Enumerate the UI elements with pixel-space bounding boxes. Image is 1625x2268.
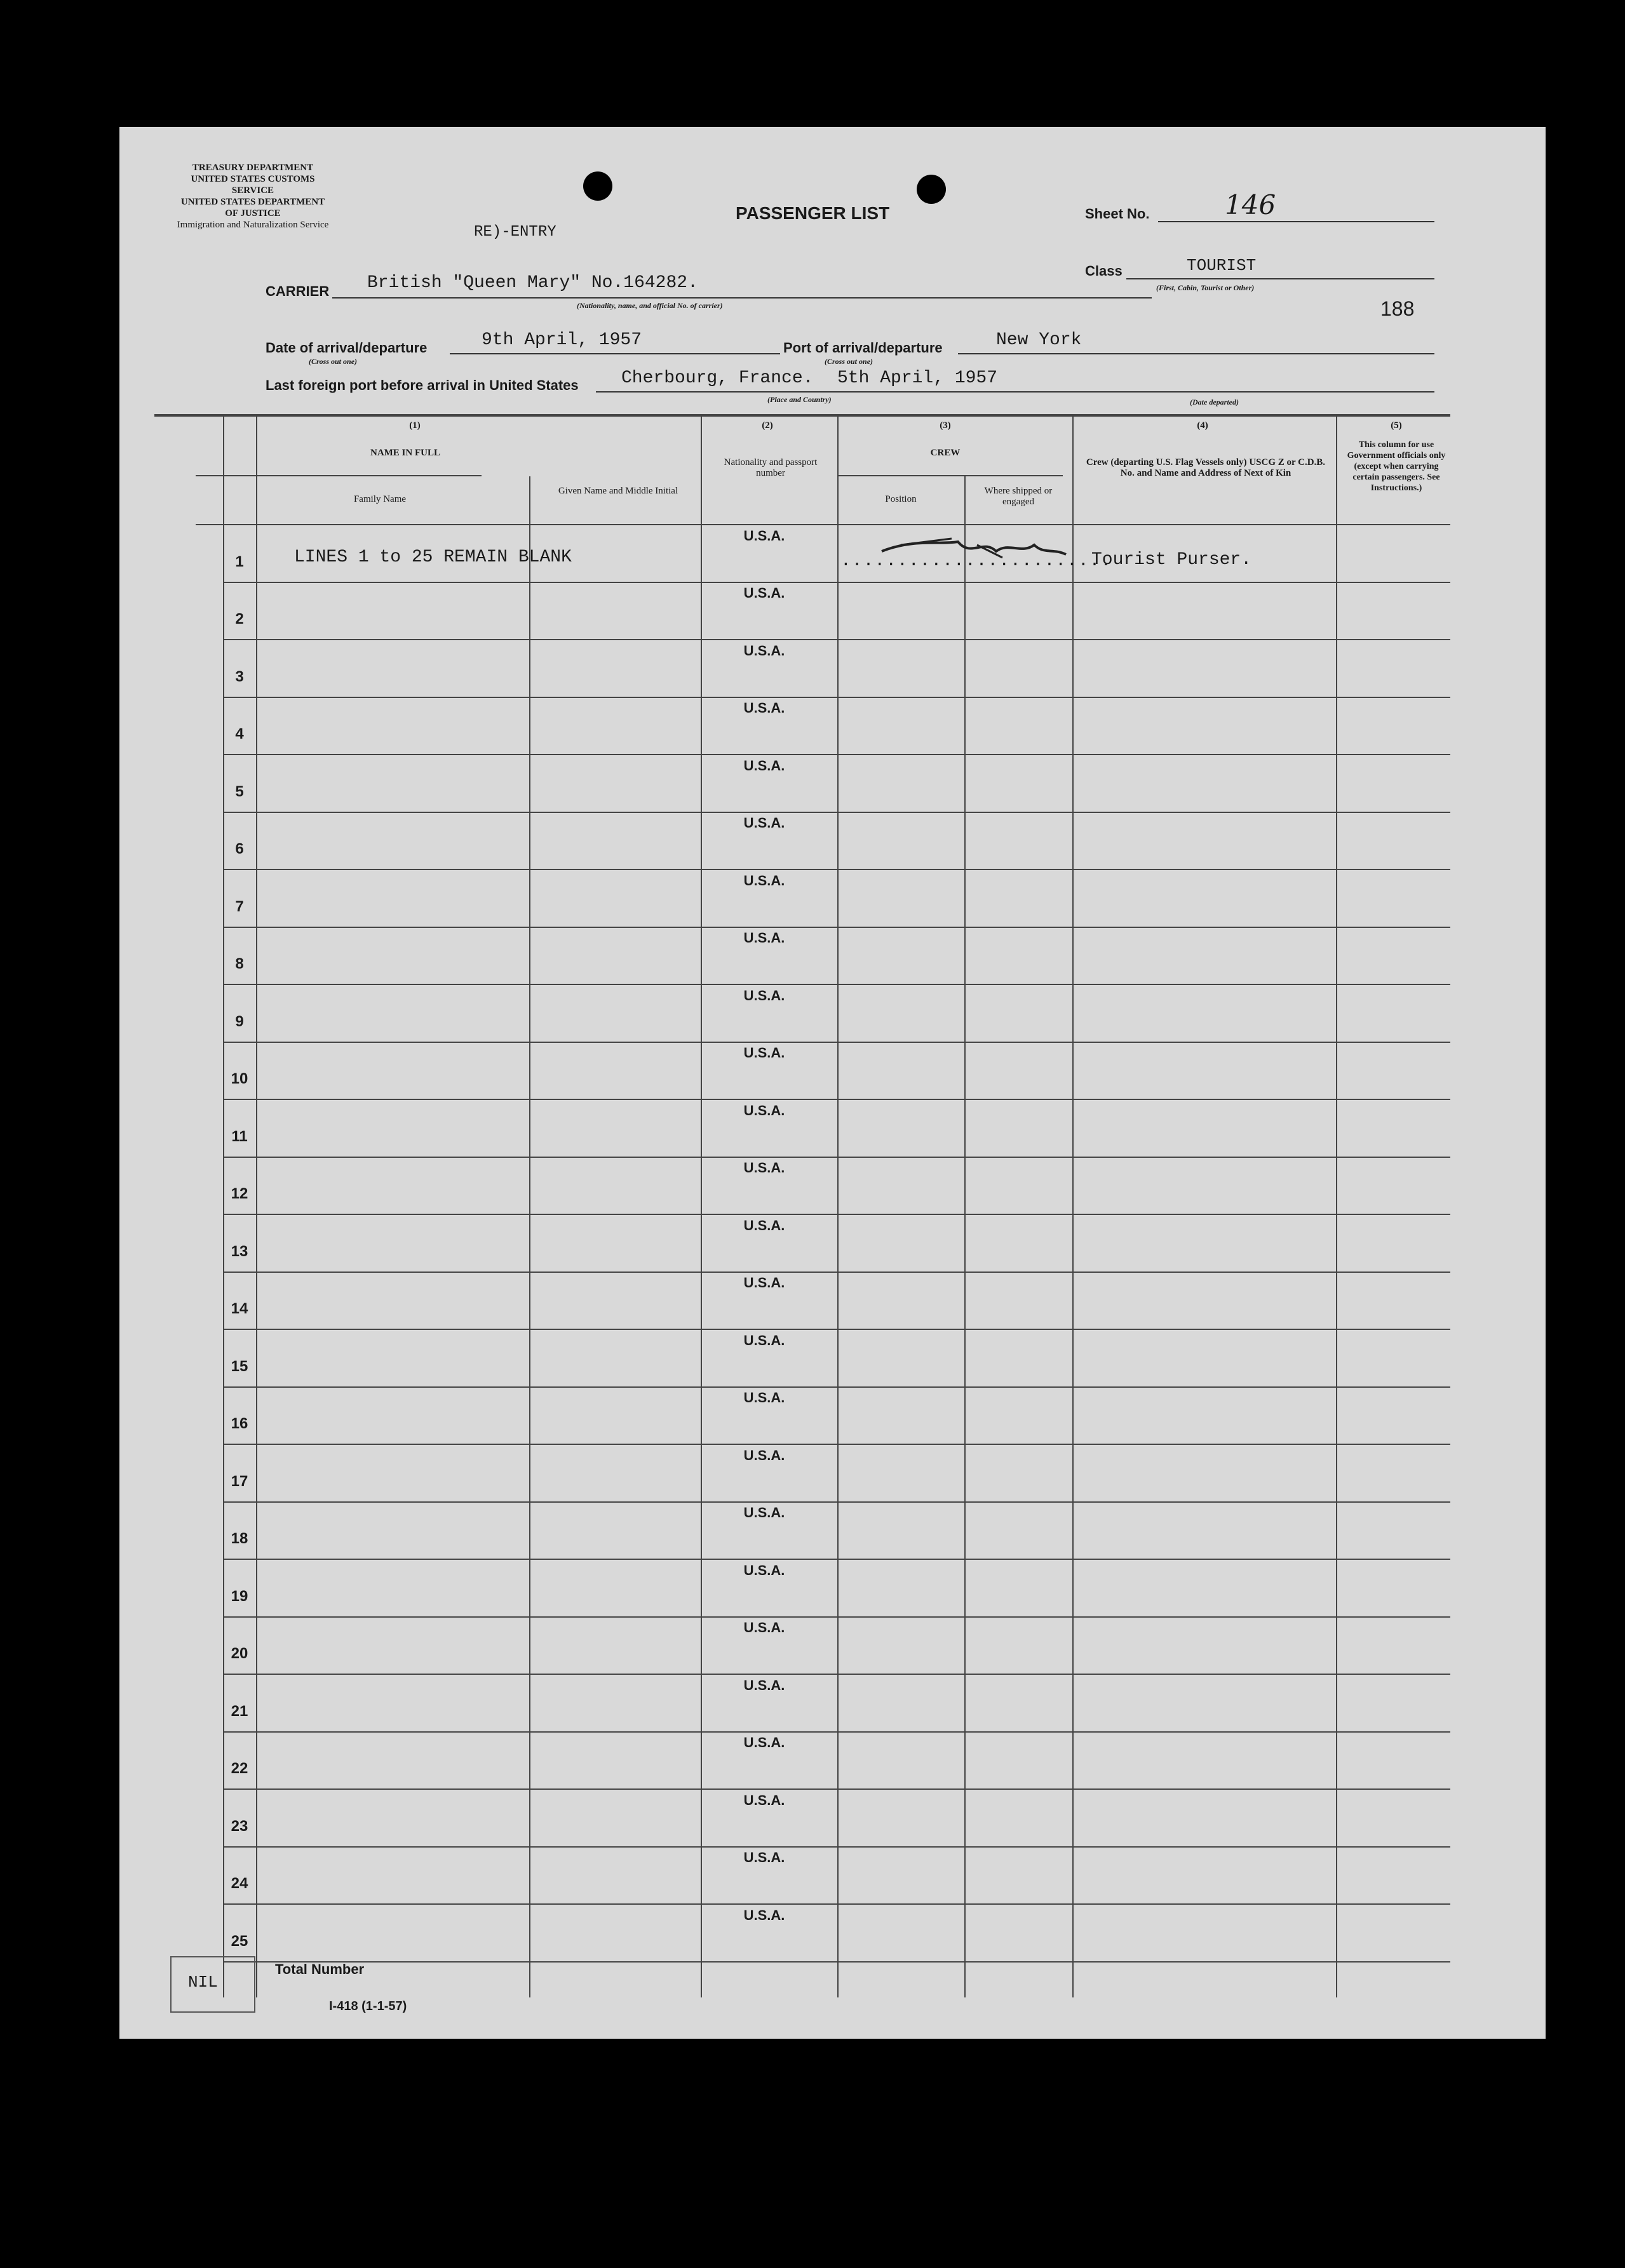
row-rule xyxy=(223,1214,1450,1215)
nationality-cell: U.S.A. xyxy=(743,585,785,601)
row1-remain-blank-text: LINES 1 to 25 REMAIN BLANK xyxy=(294,547,572,567)
header-bottom-rule xyxy=(196,524,1450,525)
gov-header: This column for use Government officials only (except when carrying certain passengers. See Instructions.) xyxy=(1347,440,1446,493)
signature-scribble-icon xyxy=(875,526,1079,570)
crew-kin-header: Crew (departing U.S. Flag Vessels only) USCG Z or C.D.B. No. and Name and Address of Next of Kin xyxy=(1086,457,1326,478)
row-number: 1 xyxy=(235,553,244,570)
row-number: 18 xyxy=(231,1530,248,1547)
row-number: 16 xyxy=(231,1415,248,1432)
row-rule xyxy=(223,984,1450,985)
lastport-label: Last foreign port before arrival in United States xyxy=(266,377,579,393)
date-value: 9th April, 1957 xyxy=(482,330,642,350)
class-value: TOURIST xyxy=(1187,256,1257,275)
sheet-underline xyxy=(1158,221,1434,222)
row-number: 9 xyxy=(235,1013,244,1030)
table-top-rule xyxy=(154,414,1450,417)
row-rule xyxy=(223,1788,1450,1790)
class-label: Class xyxy=(1085,263,1123,279)
nationality-cell: U.S.A. xyxy=(743,1103,785,1118)
nationality-cell: U.S.A. xyxy=(743,873,785,889)
given-col-rule xyxy=(529,476,530,1997)
row-rule xyxy=(223,1042,1450,1043)
row-number: 24 xyxy=(231,1875,248,1892)
row-number: 15 xyxy=(231,1358,248,1375)
agency-line: UNITED STATES CUSTOMS SERVICE xyxy=(191,174,315,196)
nationality-cell: U.S.A. xyxy=(743,643,785,659)
class-hint: (First, Cabin, Tourist or Other) xyxy=(1156,283,1255,292)
shipped-col-rule xyxy=(964,476,966,1997)
nationality-cell: U.S.A. xyxy=(743,1390,785,1406)
rownum-col-rule xyxy=(223,416,224,1997)
departed-value: 5th April, 1957 xyxy=(837,368,998,388)
punch-hole-left xyxy=(583,171,612,201)
row-number: 17 xyxy=(231,1473,248,1490)
kin-col-rule xyxy=(1072,416,1074,1997)
row-number: 21 xyxy=(231,1703,248,1720)
col-5-num: (5) xyxy=(1391,420,1402,431)
row-rule xyxy=(223,582,1450,583)
port-value: New York xyxy=(996,330,1082,350)
nationality-cell: U.S.A. xyxy=(743,1562,785,1578)
row-rule xyxy=(223,1674,1450,1675)
nationality-cell: U.S.A. xyxy=(743,1045,785,1061)
sheet-number: 146 xyxy=(1225,189,1276,220)
crew-sub-rule xyxy=(837,475,1063,476)
row-number: 19 xyxy=(231,1588,248,1605)
passenger-list-sheet xyxy=(119,127,1546,2039)
nationality-cell: U.S.A. xyxy=(743,1160,785,1176)
crew-header: CREW xyxy=(930,448,961,458)
row-number: 11 xyxy=(231,1128,248,1145)
row-number: 2 xyxy=(235,610,244,627)
row-number: 10 xyxy=(231,1070,248,1087)
port-label: Port of arrival/departure xyxy=(783,340,943,356)
family-col-rule xyxy=(256,416,257,1997)
row-number: 3 xyxy=(235,668,244,685)
port-hint: (Cross out one) xyxy=(825,357,873,366)
carrier-hint: (Nationality, name, and official No. of carrier) xyxy=(577,301,723,310)
nationality-cell: U.S.A. xyxy=(743,815,785,831)
nationality-header: Nationality and passport number xyxy=(724,457,818,478)
row-number: 20 xyxy=(231,1645,248,1662)
nationality-cell: U.S.A. xyxy=(743,930,785,946)
row-number: 23 xyxy=(231,1818,248,1835)
nil-text: NIL xyxy=(188,1973,218,1992)
agency-line: UNITED STATES DEPARTMENT OF JUSTICE xyxy=(180,197,325,218)
nationality-cell: U.S.A. xyxy=(743,700,785,716)
date-underline xyxy=(450,353,780,354)
row-rule xyxy=(223,869,1450,870)
nationality-col-rule xyxy=(701,416,702,1997)
nationality-cell: U.S.A. xyxy=(743,1792,785,1808)
nationality-cell: U.S.A. xyxy=(743,1735,785,1750)
nationality-cell: U.S.A. xyxy=(743,1447,785,1463)
row-rule xyxy=(223,639,1450,640)
row1-crew-value: Tourist Purser. xyxy=(1091,550,1252,570)
row-rule xyxy=(223,1616,1450,1618)
row-rule xyxy=(223,1386,1450,1388)
carrier-value: British "Queen Mary" No.164282. xyxy=(367,273,698,293)
row-rule xyxy=(223,1099,1450,1100)
row-rule xyxy=(223,1444,1450,1445)
row-number: 5 xyxy=(235,783,244,800)
nationality-cell: U.S.A. xyxy=(743,1505,785,1520)
name-in-full-header: NAME IN FULL xyxy=(370,448,440,458)
crew-col-rule xyxy=(837,416,839,1997)
lastport-value: Cherbourg, France. xyxy=(621,368,814,388)
col-3-num: (3) xyxy=(940,420,951,431)
nationality-cell: U.S.A. xyxy=(743,1218,785,1233)
nationality-cell: U.S.A. xyxy=(743,1620,785,1635)
given-name-header: Given Name and Middle Initial xyxy=(558,486,678,496)
lastport-underline xyxy=(596,391,1434,393)
position-header: Position xyxy=(885,494,917,504)
row-rule xyxy=(223,812,1450,813)
col-1-num: (1) xyxy=(409,420,421,431)
gov-col-rule xyxy=(1336,416,1337,1997)
row-rule xyxy=(223,1157,1450,1158)
stamp-number: 188 xyxy=(1380,297,1415,320)
agency-block xyxy=(177,162,329,231)
row-rule xyxy=(223,1731,1450,1733)
agency-line: TREASURY DEPARTMENT xyxy=(192,163,314,173)
punch-hole-right xyxy=(917,175,946,204)
row-rule xyxy=(223,1961,1450,1963)
row-number: 25 xyxy=(231,1933,248,1950)
agency-line: Immigration and Naturalization Service xyxy=(177,220,329,230)
row-number: 6 xyxy=(235,840,244,857)
nationality-cell: U.S.A. xyxy=(743,1275,785,1291)
nationality-cell: U.S.A. xyxy=(743,1907,785,1923)
row1-dotted-leader: ........................ xyxy=(840,551,1112,571)
nationality-cell: U.S.A. xyxy=(743,1849,785,1865)
row-rule xyxy=(223,1329,1450,1330)
reentry-text: RE)-ENTRY xyxy=(474,224,556,241)
row-rule xyxy=(223,1903,1450,1905)
row-rule xyxy=(223,1559,1450,1560)
nationality-cell: U.S.A. xyxy=(743,988,785,1003)
total-number-label: Total Number xyxy=(275,1961,365,1977)
port-underline xyxy=(958,353,1434,354)
row-number: 4 xyxy=(235,725,244,742)
col-2-num: (2) xyxy=(762,420,773,431)
date-hint: (Cross out one) xyxy=(309,357,358,366)
name-sub-rule xyxy=(196,475,482,476)
row-rule xyxy=(223,1501,1450,1503)
row-number: 8 xyxy=(235,955,244,972)
date-label: Date of arrival/departure xyxy=(266,340,428,356)
form-number: I-418 (1-1-57) xyxy=(329,1999,407,2013)
row-rule xyxy=(223,697,1450,698)
class-underline xyxy=(1126,278,1434,279)
sheet-label: Sheet No. xyxy=(1085,206,1150,222)
row-number: 7 xyxy=(235,898,244,915)
row-number: 22 xyxy=(231,1760,248,1777)
row-rule xyxy=(223,1846,1450,1848)
row-rule xyxy=(223,927,1450,928)
nationality-cell: U.S.A. xyxy=(743,1677,785,1693)
row-number: 12 xyxy=(231,1185,248,1202)
carrier-underline xyxy=(332,297,1152,299)
col-4-num: (4) xyxy=(1197,420,1208,431)
row-number: 14 xyxy=(231,1300,248,1317)
departed-hint: (Date departed) xyxy=(1190,398,1239,406)
row-number: 13 xyxy=(231,1243,248,1260)
row-rule xyxy=(223,754,1450,755)
nationality-cell: U.S.A. xyxy=(743,1332,785,1348)
carrier-label: CARRIER xyxy=(266,283,330,299)
where-shipped-header: Where shipped or engaged xyxy=(984,486,1053,507)
family-name-header: Family Name xyxy=(353,494,407,504)
row-rule xyxy=(223,1272,1450,1273)
page-title: PASSENGER LIST xyxy=(736,203,890,223)
lastport-hint: (Place and Country) xyxy=(767,395,832,404)
nationality-cell: U.S.A. xyxy=(743,758,785,774)
nationality-cell: U.S.A. xyxy=(743,528,785,544)
